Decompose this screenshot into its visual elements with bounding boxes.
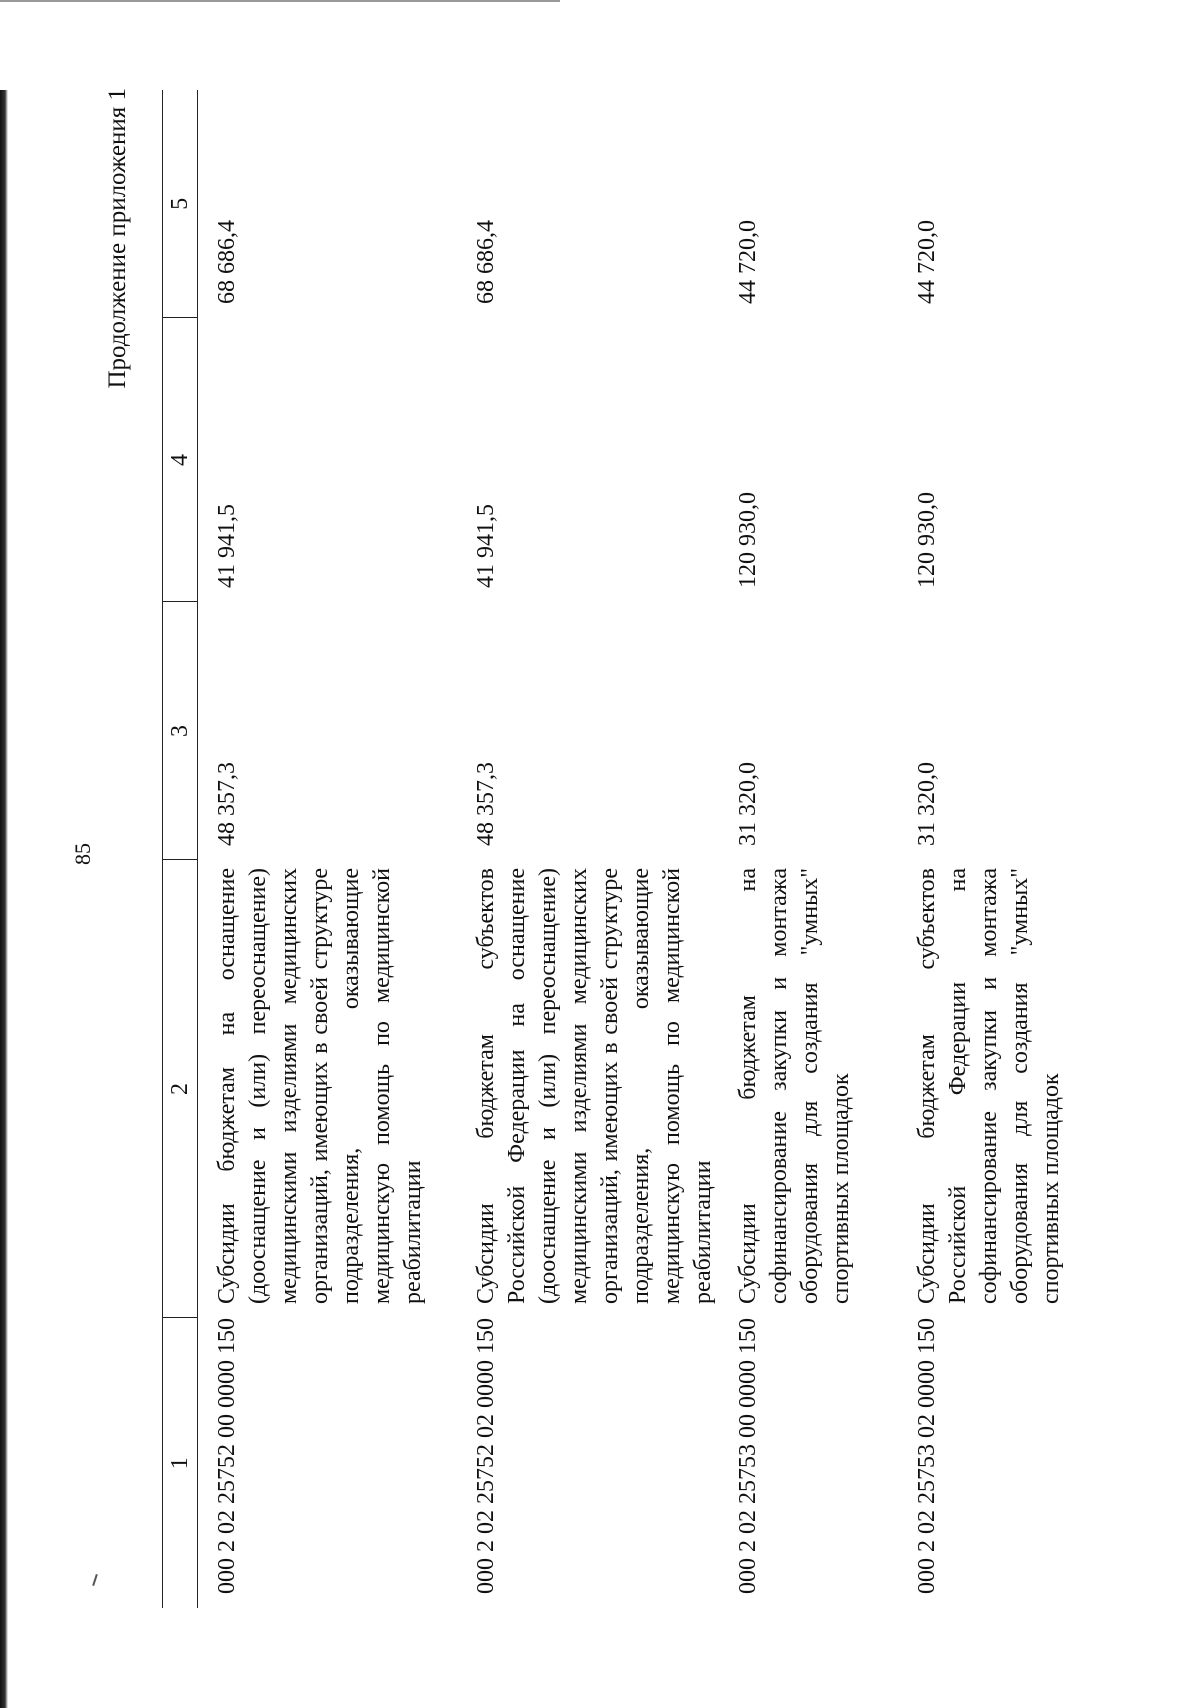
budget-code: 000 2 02 25752 02 0000 150 [473, 1318, 499, 1594]
column-header-4: 4 [163, 318, 198, 602]
budget-code: 000 2 02 25753 00 0000 150 [735, 1318, 761, 1594]
budget-description: Субсидии бюджетам субъектов Российской Федерации на оснащение (дооснащение и (или) переоснащение) медицинскими изделиями медицинских организаций, имеющих в своей структуре подразделения, оказывающие медицинскую помощь по медицинской реабилитации [473, 868, 716, 1304]
table-row [898, 90, 1077, 1608]
table-row [719, 90, 898, 1608]
value-col4: 41 941,5 [214, 504, 240, 588]
table-row [198, 90, 458, 1608]
value-col5: 68 686,4 [214, 220, 240, 304]
column-header-1: 1 [163, 1318, 198, 1608]
continuation-label: Продолжение приложения 1 [104, 88, 131, 389]
budget-description: Субсидии бюджетам на софинансирование закупки и монтажа оборудования для создания "умных" спортивных площадок [735, 868, 854, 1304]
value-col4: 120 930,0 [735, 492, 761, 588]
budget-description: Субсидии бюджетам субъектов Российской Федерации на софинансирование закупки и монтажа оборудования для создания "умных" спортивных площадок [914, 868, 1064, 1304]
table-row [457, 90, 719, 1608]
value-col4: 41 941,5 [473, 504, 499, 588]
budget-code: 000 2 02 25752 00 0000 150 [214, 1318, 240, 1594]
budget-description: Субсидии бюджетам на оснащение (дооснащение и (или) переоснащение) медицинскими изделиями медицинских организаций, имеющих в своей структуре подразделения, оказывающие медицинскую помощь по медицинской реабилитации [214, 868, 426, 1304]
column-header-5: 5 [163, 90, 198, 318]
value-col3: 48 357,3 [214, 762, 240, 846]
value-col3: 31 320,0 [914, 762, 940, 846]
value-col3: 48 357,3 [473, 762, 499, 846]
value-col3: 31 320,0 [735, 762, 761, 846]
value-col5: 68 686,4 [473, 220, 499, 304]
budget-code: 000 2 02 25753 02 0000 150 [914, 1318, 940, 1594]
budget-table [162, 90, 1077, 1608]
value-col4: 120 930,0 [914, 492, 940, 588]
column-header-2: 2 [163, 860, 198, 1318]
header-row [163, 90, 198, 1608]
value-col5: 44 720,0 [735, 220, 761, 304]
page-number: 85 [70, 843, 95, 865]
value-col5: 44 720,0 [914, 220, 940, 304]
column-header-3: 3 [163, 602, 198, 860]
